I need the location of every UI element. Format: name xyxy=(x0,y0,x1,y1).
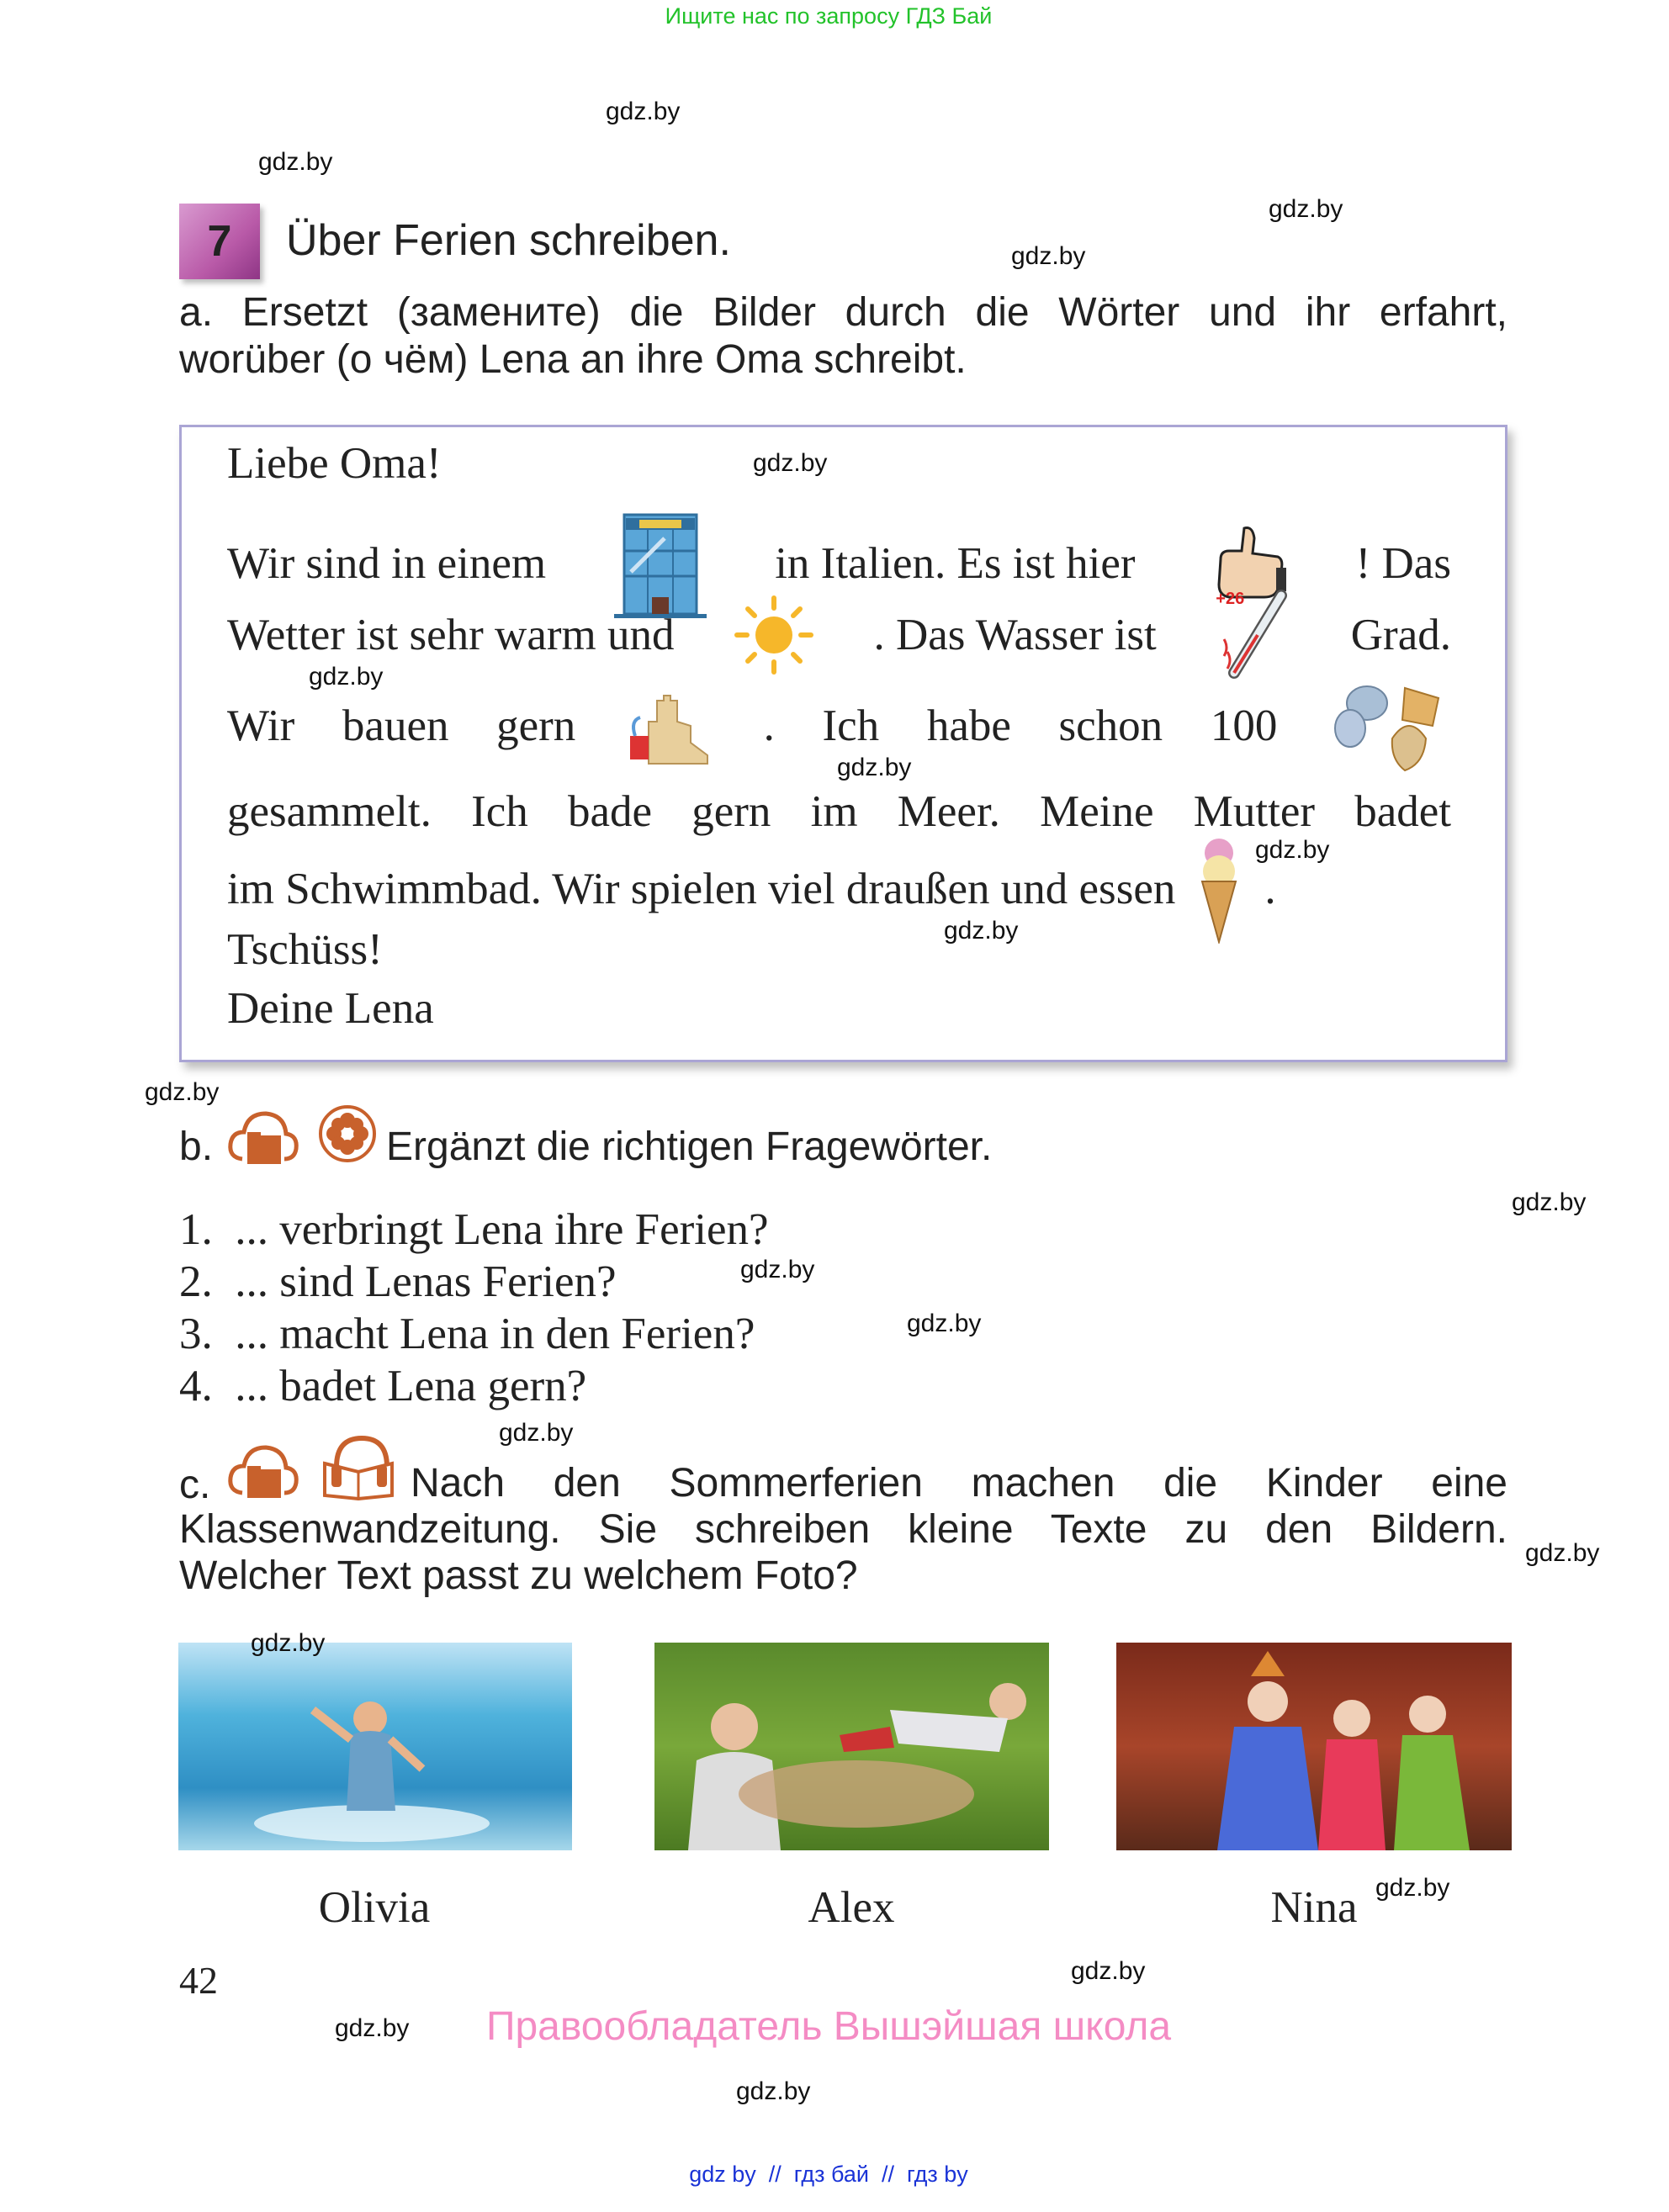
cloud-folder-icon xyxy=(227,1442,299,1506)
letter-text: . Das Wasser ist xyxy=(873,611,1157,659)
watermark: gdz.by xyxy=(335,2014,410,2042)
thermometer-icon xyxy=(1216,589,1291,681)
part-c-label: c. xyxy=(179,1463,211,1507)
watermark: gdz.by xyxy=(1011,242,1086,270)
watermark: gdz.by xyxy=(1255,836,1330,864)
watermark: gdz.by xyxy=(1375,1874,1450,1902)
part-c-line1: Nach den Sommerferien machen die Kinder eine xyxy=(411,1461,1507,1506)
watermark: gdz.by xyxy=(740,1256,815,1283)
copyright-notice: Правообладатель Вышэйшая школа xyxy=(485,2004,1172,2049)
photo-olivia xyxy=(178,1643,572,1850)
watermark: gdz.by xyxy=(309,663,384,691)
footer-links[interactable]: gdz by // гдз бай // гдз by xyxy=(689,2162,968,2187)
letter-greeting: Liebe Oma! xyxy=(227,439,442,488)
letter-line xyxy=(227,787,1451,836)
part-b-title: Ergänzt die richtigen Fragewörter. xyxy=(386,1125,993,1169)
part-c-line2: Klassenwandzeitung. Sie schreiben kleine Texte zu den Bildern. xyxy=(179,1507,1507,1552)
header-note: Ищите нас по запросу ГДЗ Бай xyxy=(665,3,993,29)
letter-text: in Italien. Es ist hier xyxy=(775,539,1136,588)
watermark: gdz.by xyxy=(736,2077,811,2105)
instruction-a-line2: worüber (о чём) Lena an ihre Oma schreibt. xyxy=(179,337,967,382)
photo-nina xyxy=(1116,1643,1512,1850)
watermark: gdz.by xyxy=(251,1629,326,1657)
letter-text: habe xyxy=(926,701,1011,750)
letter-text: 100 xyxy=(1210,701,1278,750)
part-b-label: b. xyxy=(179,1125,214,1169)
watermark: gdz.by xyxy=(1269,195,1343,223)
watermark: gdz.by xyxy=(907,1310,982,1337)
letter-text: . xyxy=(763,701,775,750)
watermark: gdz.by xyxy=(837,754,912,781)
instruction-a-line1: a. Ersetzt (замените) die Bilder durch die Wörter und ihr erfahrt, xyxy=(179,290,1507,335)
letter-line xyxy=(227,589,1451,681)
letter-line xyxy=(227,984,1451,1033)
question-item: 2. ... sind Lenas Ferien? xyxy=(179,1257,617,1306)
exercise-number: 7 xyxy=(207,217,232,266)
watermark: gdz.by xyxy=(1512,1188,1587,1216)
sandcastle-icon xyxy=(623,684,716,768)
photo-caption-alex: Alex xyxy=(808,1883,895,1932)
watermark: gdz.by xyxy=(606,98,681,125)
book-headphones-icon xyxy=(318,1433,399,1505)
letter-text: Wir sind in einem xyxy=(227,539,547,588)
letter-closing: Tschüss! xyxy=(227,925,383,974)
watermark: gdz.by xyxy=(145,1078,220,1106)
letter-text: Grad. xyxy=(1350,611,1451,659)
watermark: gdz.by xyxy=(1071,1957,1146,1985)
question-item: 3. ... macht Lena in den Ferien? xyxy=(179,1310,755,1358)
letter-text: bauen xyxy=(342,701,449,750)
exercise-title: Über Ferien schreiben. xyxy=(286,216,731,265)
letter-text: ! Das xyxy=(1355,539,1451,588)
exercise-number-badge xyxy=(179,204,260,279)
cloud-folder-icon xyxy=(227,1109,299,1172)
letter-text: Ich xyxy=(822,701,880,750)
part-c-line3: Welcher Text passt zu welchem Foto? xyxy=(179,1553,858,1598)
seashells-icon xyxy=(1325,680,1451,772)
sun-icon xyxy=(734,595,814,675)
watermark: gdz.by xyxy=(753,449,828,477)
letter-signature: Deine Lena xyxy=(227,984,434,1033)
letter-text: gern xyxy=(496,701,576,750)
letter-text: im Schwimmbad. Wir spielen viel draußen und essen xyxy=(227,865,1176,913)
page-number: 42 xyxy=(179,1959,218,2002)
thermometer-label: +26 xyxy=(1216,590,1245,608)
question-item: 4. ... badet Lena gern? xyxy=(179,1362,587,1410)
flower-icon xyxy=(317,1103,378,1168)
question-item: 1. ... verbringt Lena ihre Ferien? xyxy=(179,1205,769,1254)
watermark: gdz.by xyxy=(944,917,1019,945)
letter-text: schon xyxy=(1058,701,1163,750)
watermark: gdz.by xyxy=(258,148,333,176)
letter-text: . xyxy=(1264,865,1276,913)
letter-line xyxy=(227,439,1451,488)
watermark: gdz.by xyxy=(1525,1539,1600,1567)
letter-line xyxy=(227,925,1451,974)
letter-text: Wir xyxy=(227,701,295,750)
letter-text: Wetter ist sehr warm und xyxy=(227,611,675,659)
photo-caption-olivia: Olivia xyxy=(318,1883,431,1932)
photo-alex xyxy=(654,1643,1049,1850)
watermark: gdz.by xyxy=(499,1419,574,1447)
photo-caption-nina: Nina xyxy=(1270,1883,1358,1932)
letter-text: gesammelt. Ich bade gern im Meer. Meine Mutter badet xyxy=(227,787,1451,836)
